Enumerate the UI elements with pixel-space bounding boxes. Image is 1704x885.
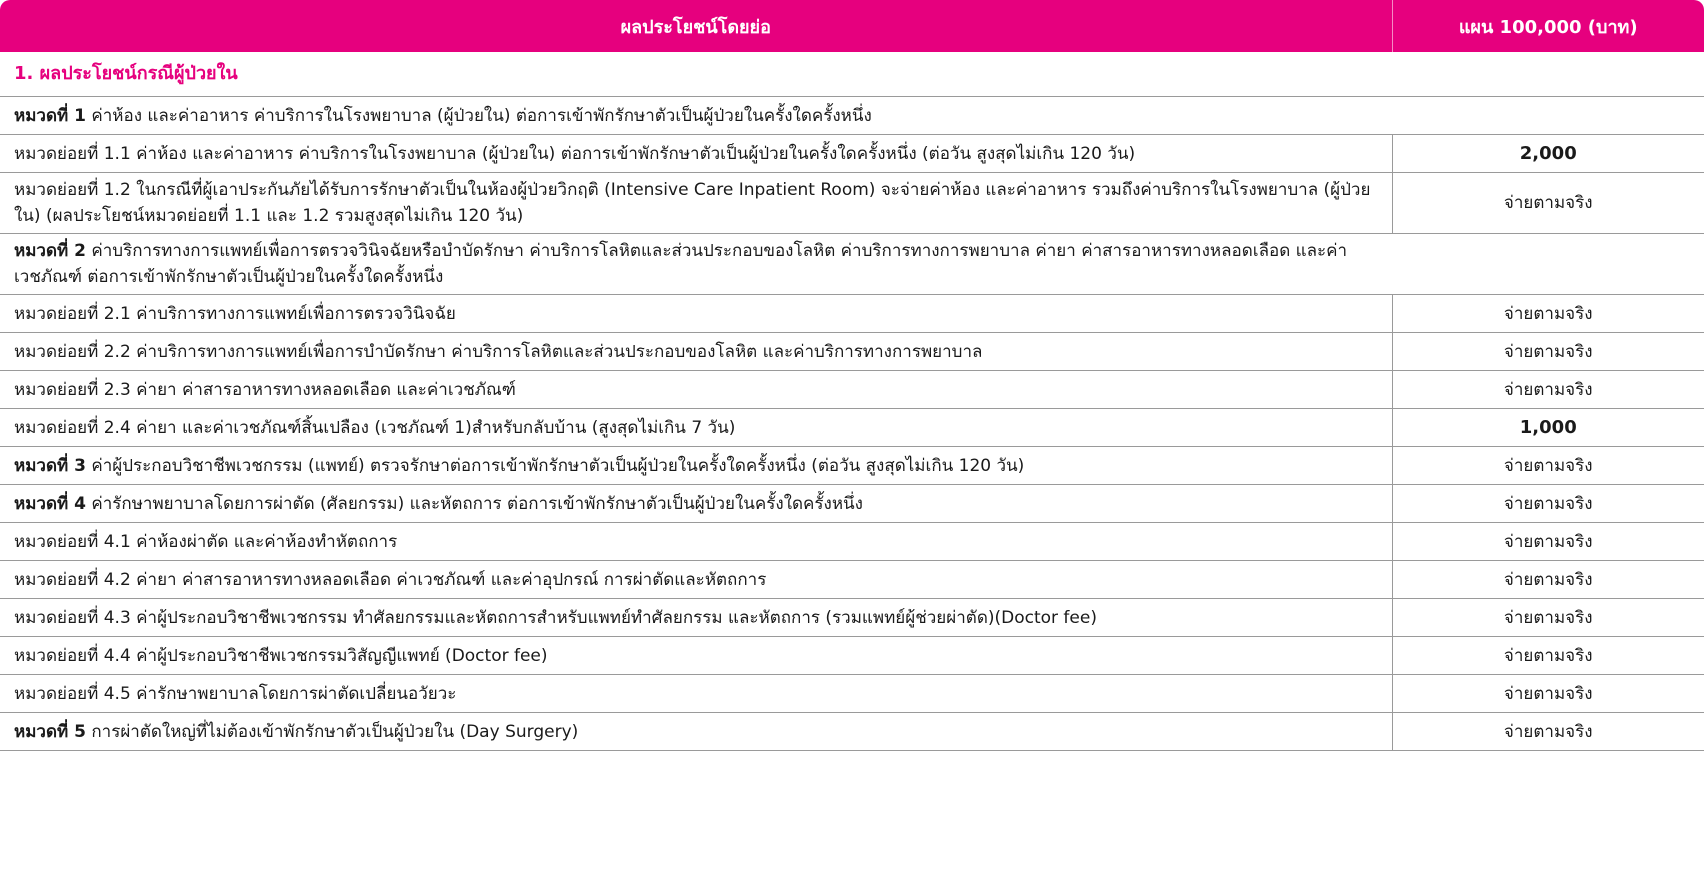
row-description: หมวดย่อยที่ 2.2 ค่าบริการทางการแพทย์เพื่อการบำบัดรักษา ค่าบริการโลหิตและส่วนประกอบของโลหิต และค่าบริการทางการพยาบาล [0,333,1392,371]
section-row [0,52,1704,97]
row-text: การผ่าตัดใหญ่ที่ไม่ต้องเข้าพักรักษาตัวเป็นผู้ป่วยใน (Day Surgery) [85,721,579,742]
row-value: จ่ายตามจริง [1392,371,1704,409]
category-2-description [0,234,1704,295]
category-label: หมวดที่ 2 [14,241,86,261]
header-benefit-summary: ผลประโยชน์โดยย่อ [0,0,1392,52]
table-row [0,97,1704,135]
row-text: ค่ารักษาพยาบาลโดยการผ่าตัด (ศัลยกรรม) และหัตถการ ต่อการเข้าพักรักษาตัวเป็นผู้ป่วยในครั้งใดครั้งหนึ่ง [85,493,863,514]
category-label: หมวดที่ 4 [14,493,86,514]
row-value: จ่ายตามจริง [1392,173,1704,234]
table-row [0,409,1704,447]
row-description: หมวดย่อยที่ 4.1 ค่าห้องผ่าตัด และค่าห้องทำหัตถการ [0,523,1392,561]
table-row [0,637,1704,675]
table-row [0,713,1704,751]
row-text: ค่าบริการทางการแพทย์เพื่อการตรวจวินิจฉัยหรือบำบัดรักษา ค่าบริการโลหิตและส่วนประกอบของโลหิต ค่าบริการทางการพยาบาล ค่ายา ค่าสารอาหารทางหลอดเลือด และค่าเวชภัณฑ์ ต่อการเข้าพักรักษาตัวเป็นผู้ป่วยในครั้งใดครั้งหนึ่ง [14,241,1348,287]
row-text: ค่าผู้ประกอบวิชาชีพเวชกรรม (แพทย์) ตรวจรักษาต่อการเข้าพักรักษาตัวเป็นผู้ป่วยในครั้งใดครั้งหนึ่ง (ต่อวัน สูงสุดไม่เกิน 120 วัน) [85,455,1025,476]
row-description: หมวดย่อยที่ 4.4 ค่าผู้ประกอบวิชาชีพเวชกรรมวิสัญญีแพทย์ (Doctor fee) [0,637,1392,675]
amount-value: 2,000 [1519,142,1577,164]
row-description: หมวดย่อยที่ 4.5 ค่ารักษาพยาบาลโดยการผ่าตัดเปลี่ยนอวัยวะ [0,675,1392,713]
row-description: หมวดย่อยที่ 4.2 ค่ายา ค่าสารอาหารทางหลอดเลือด ค่าเวชภัณฑ์ และค่าอุปกรณ์ การผ่าตัดและหัตถการ [0,561,1392,599]
header-plan-amount: แผน 100,000 (บาท) [1392,0,1704,52]
table-row [0,135,1704,173]
amount-value: 1,000 [1519,416,1577,438]
row-value [1392,135,1704,173]
row-description: หมวดย่อยที่ 2.1 ค่าบริการทางการแพทย์เพื่อการตรวจวินิจฉัย [0,295,1392,333]
row-description: หมวดย่อยที่ 2.3 ค่ายา ค่าสารอาหารทางหลอดเลือด และค่าเวชภัณฑ์ [0,371,1392,409]
row-value: จ่ายตามจริง [1392,333,1704,371]
category-5-description [0,713,1392,751]
category-label: หมวดที่ 1 [14,105,86,126]
row-description: หมวดย่อยที่ 4.3 ค่าผู้ประกอบวิชาชีพเวชกรรม ทำศัลยกรรมและหัตถการสำหรับแพทย์ทำศัลยกรรม และหัตถการ (รวมแพทย์ผู้ช่วยผ่าตัด)(Doctor fee) [0,599,1392,637]
category-1-description [0,97,1704,135]
table-row [0,234,1704,295]
table-row [0,447,1704,485]
row-description: หมวดย่อยที่ 2.4 ค่ายา และค่าเวชภัณฑ์สิ้นเปลือง (เวชภัณฑ์ 1)สำหรับกลับบ้าน (สูงสุดไม่เกิน 7 วัน) [0,409,1392,447]
section-title: 1. ผลประโยชน์กรณีผู้ป่วยใน [0,52,1704,97]
row-value: จ่ายตามจริง [1392,447,1704,485]
table-header-row [0,0,1704,52]
row-value: จ่ายตามจริง [1392,485,1704,523]
table-row [0,173,1704,234]
row-value: จ่ายตามจริง [1392,599,1704,637]
table-row [0,333,1704,371]
row-text: ค่าห้อง และค่าอาหาร ค่าบริการในโรงพยาบาล (ผู้ป่วยใน) ต่อการเข้าพักรักษาตัวเป็นผู้ป่วยในครั้งใดครั้งหนึ่ง [85,105,872,126]
category-label: หมวดที่ 3 [14,455,86,476]
row-value: จ่ายตามจริง [1392,675,1704,713]
table-row [0,523,1704,561]
row-value: จ่ายตามจริง [1392,637,1704,675]
table-row [0,485,1704,523]
table-row [0,599,1704,637]
table-row [0,295,1704,333]
row-value: จ่ายตามจริง [1392,561,1704,599]
category-label: หมวดที่ 5 [14,721,86,742]
row-value [1392,409,1704,447]
table-row [0,561,1704,599]
category-4-description [0,485,1392,523]
table-row [0,371,1704,409]
row-value: จ่ายตามจริง [1392,523,1704,561]
row-description: หมวดย่อยที่ 1.1 ค่าห้อง และค่าอาหาร ค่าบริการในโรงพยาบาล (ผู้ป่วยใน) ต่อการเข้าพักรักษาตัวเป็นผู้ป่วยในครั้งใดครั้งหนึ่ง (ต่อวัน สูงสุดไม่เกิน 120 วัน) [0,135,1392,173]
table-row [0,675,1704,713]
row-value: จ่ายตามจริง [1392,713,1704,751]
category-3-description [0,447,1392,485]
row-value: จ่ายตามจริง [1392,295,1704,333]
row-description: หมวดย่อยที่ 1.2 ในกรณีที่ผู้เอาประกันภัยได้รับการรักษาตัวเป็นในห้องผู้ป่วยวิกฤติ (Intensive Care Inpatient Room) จะจ่ายค่าห้อง และค่าอาหาร รวมถึงค่าบริการในโรงพยาบาล (ผู้ป่วยใน) (ผลประโยชน์หมวดย่อยที่ 1.1 และ 1.2 รวมสูงสุดไม่เกิน 120 วัน) [0,173,1392,234]
